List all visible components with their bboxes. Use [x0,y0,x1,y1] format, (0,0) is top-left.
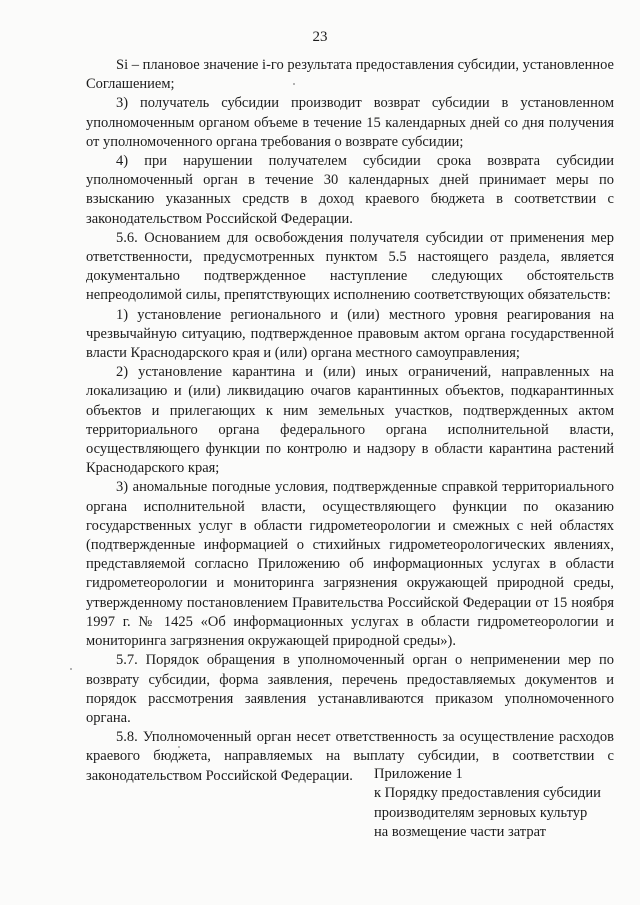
appendix-block [374,765,614,843]
paragraph-force-majeure-2: 2) установление карантина и (или) иных ограничений, направленных на локализацию и (или) ликвидацию очагов карантинных объектов, подкарантинных объектов и прилегающих к ним земельных участков, подтвержденных актом территориального органа федерального органа исполнительной власти, осуществляющего функции по контролю и надзору в области карантина растений Краснодарского края; [86,364,614,477]
appendix-line: к Порядку предоставления субсидии [374,785,601,802]
document-body [86,56,614,786]
scan-speck [178,746,180,748]
paragraph-item-3-refund: 3) получатель субсидии производит возврат субсидии в установленном уполномоченным органом объеме в течение 15 календарных дней со дня получения от уполномоченного органа требования о возврате субсидии; [86,95,614,150]
paragraph-force-majeure-3: 3) аномальные погодные условия, подтвержденные справкой территориального органа исполнительной власти, осуществляющего функции по оказанию государственных услуг в области гидрометеорологии и смежных с ней областях (подтвержденные информацией о стихийных гидрометеорологических явлениях, представляемой согласно Приложению об информационных услугах в области гидрометеорологии и мониторинга загрязнения окружающей природной среды, утвержденному постановлением Правительства Российской Федерации от 15 ноября 1997 г. № 1425 «Об информационных услугах в области гидрометеорологии и мониторинга загрязнения окружающей природной среды»). [86,479,614,650]
appendix-line: на возмещение части затрат [374,824,546,841]
page-number: 23 [312,29,328,45]
appendix-line: производителям зерновых культур [374,804,588,821]
paragraph-si-definition: Si – плановое значение i-го результата предоставления субсидии, установленное Соглашением; [86,57,614,93]
paragraph-5-7: 5.7. Порядок обращения в уполномоченный орган о неприменении мер по возврату субсидии, форма заявления, перечень предоставляемых документов и порядок рассмотрения заявления устанавливаются приказом уполномоченного органа. [86,652,614,726]
scan-speck [293,83,295,85]
scan-speck [70,668,72,670]
paragraph-5-8: 5.8. Уполномоченный орган несет ответственность за осуществление расходов краевого бюджета, направляемых на выплату субсидии, в соответствии с законодательством Российской Федерации. [86,729,614,784]
paragraph-force-majeure-1: 1) установление регионального и (или) местного уровня реагирования на чрезвычайную ситуацию, подтвержденное правовым актом органа государственной власти Краснодарского края и (или) органа местного самоуправления; [86,306,614,362]
paragraph-5-6: 5.6. Основанием для освобождения получателя субсидии от применения мер ответственности, предусмотренных пунктом 5.5 настоящего раздела, является документально подтвержденное наступление следующих обстоятельств непреодолимой силы, препятствующих исполнению соответствующих обязательств: [86,229,614,304]
paragraph-item-4-violation: 4) при нарушении получателем субсидии срока возврата субсидии уполномоченный орган в течение 30 календарных дней принимает меры по взысканию указанных средств в доход краевого бюджета в соответствии с законодательством Российской Федерации. [86,153,614,227]
appendix-title: Приложение 1 [374,766,463,782]
